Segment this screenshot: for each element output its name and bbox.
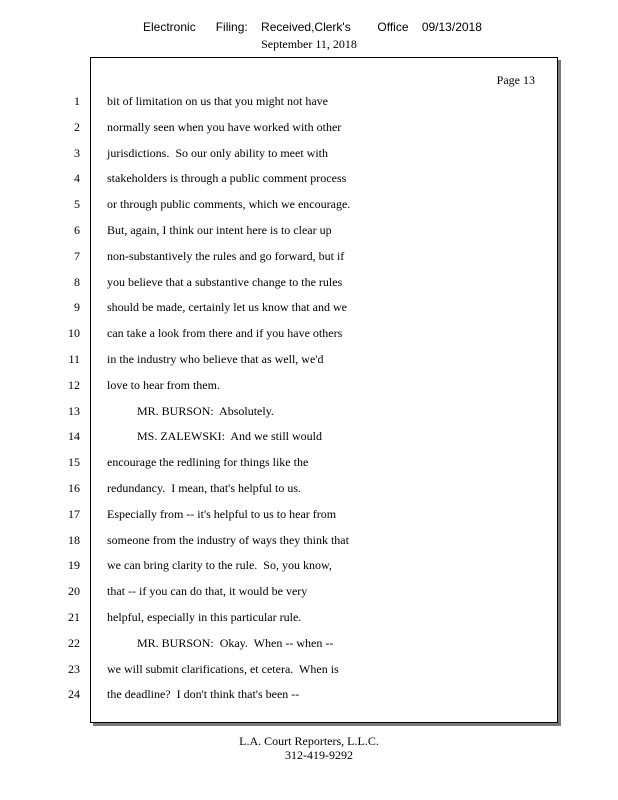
transcript-line xyxy=(0,197,618,217)
transcript-line xyxy=(0,455,618,475)
transcript-line xyxy=(0,610,618,630)
transcript-line xyxy=(0,223,618,243)
page-number: Page 13 xyxy=(496,73,535,87)
transcript-line xyxy=(0,94,618,114)
line-text: we can bring clarity to the rule. So, you know, xyxy=(107,558,332,573)
line-text: non-substantively the rules and go forward, but if xyxy=(107,248,345,263)
line-text: we will submit clarifications, et cetera. When is xyxy=(107,661,339,676)
line-text: love to hear from them. xyxy=(107,377,220,392)
line-number: 21 xyxy=(68,610,80,624)
line-text: normally seen when you have worked with other xyxy=(107,119,342,134)
line-number: 23 xyxy=(68,661,80,676)
filing-stamp: Electronic Filing: Received,Clerk's Office 09/13/2018 xyxy=(143,20,482,34)
line-number: 4 xyxy=(74,171,80,186)
line-number: 2 xyxy=(74,119,80,134)
line-text: MS. ZALEWSKI: And we still would xyxy=(107,429,322,444)
line-text: can take a look from there and if you have others xyxy=(107,326,343,341)
transcript-line xyxy=(0,507,618,527)
transcript-line xyxy=(0,378,618,398)
reporter-company: L.A. Court Reporters, L.L.C. xyxy=(239,734,379,748)
line-number: 15 xyxy=(68,455,80,470)
line-text: bit of limitation on us that you might not have xyxy=(107,94,328,108)
line-number: 8 xyxy=(74,274,80,289)
line-number: 22 xyxy=(68,635,80,650)
transcript-line xyxy=(0,275,618,295)
line-number: 1 xyxy=(74,94,80,108)
line-text: the deadline? I don't think that's been -- xyxy=(107,687,300,702)
line-number: 18 xyxy=(68,532,80,547)
line-text: MR. BURSON: Okay. When -- when -- xyxy=(107,635,334,650)
transcript-line xyxy=(0,687,618,707)
reporter-phone: 312-419-9292 xyxy=(285,748,353,762)
line-number: 14 xyxy=(68,429,80,444)
line-number: 16 xyxy=(68,481,80,495)
line-text: someone from the industry of ways they think that xyxy=(107,532,349,547)
transcript-line xyxy=(0,533,618,553)
transcript-line xyxy=(0,481,618,501)
footer xyxy=(0,734,618,762)
line-number: 19 xyxy=(68,558,80,573)
line-number: 24 xyxy=(68,687,80,702)
transcript-line xyxy=(0,636,618,656)
line-text: jurisdictions. So our only ability to meet with xyxy=(107,145,328,160)
line-number: 17 xyxy=(68,506,80,521)
transcript-line xyxy=(0,584,618,604)
line-number: 11 xyxy=(68,352,80,366)
transcript-line xyxy=(0,146,618,166)
transcript-line xyxy=(0,171,618,191)
transcript-line xyxy=(0,120,618,140)
line-text: Especially from -- it's helpful to us to hear from xyxy=(107,506,337,521)
line-text: that -- if you can do that, it would be very xyxy=(107,584,308,599)
line-text: helpful, especially in this particular rule. xyxy=(107,610,302,624)
line-number: 10 xyxy=(68,326,80,341)
line-number: 20 xyxy=(68,584,80,599)
line-number: 6 xyxy=(74,223,80,237)
line-text: stakeholders is through a public comment process xyxy=(107,171,347,186)
transcript-line xyxy=(0,249,618,269)
transcript-line xyxy=(0,352,618,372)
line-text: MR. BURSON: Absolutely. xyxy=(107,403,274,418)
line-number: 13 xyxy=(68,403,80,418)
transcript-line xyxy=(0,558,618,578)
line-number: 12 xyxy=(68,377,80,392)
line-text: you believe that a substantive change to the rules xyxy=(107,274,343,289)
transcript-line xyxy=(0,662,618,682)
line-number: 3 xyxy=(74,145,80,160)
line-text: But, again, I think our intent here is to clear up xyxy=(107,223,332,237)
line-number: 7 xyxy=(74,248,80,263)
line-text: in the industry who believe that as well, we'd xyxy=(107,352,324,366)
line-text: encourage the redlining for things like the xyxy=(107,455,309,470)
transcript-line xyxy=(0,404,618,424)
line-number: 9 xyxy=(74,300,80,315)
line-text: redundancy. I mean, that's helpful to us. xyxy=(107,481,301,495)
line-text: should be made, certainly let us know that and we xyxy=(107,300,347,315)
line-text: or through public comments, which we encourage. xyxy=(107,197,351,212)
transcript-line xyxy=(0,300,618,320)
transcript-date: September 11, 2018 xyxy=(261,37,357,51)
transcript-line xyxy=(0,429,618,449)
transcript-line xyxy=(0,326,618,346)
line-number: 5 xyxy=(74,197,80,212)
